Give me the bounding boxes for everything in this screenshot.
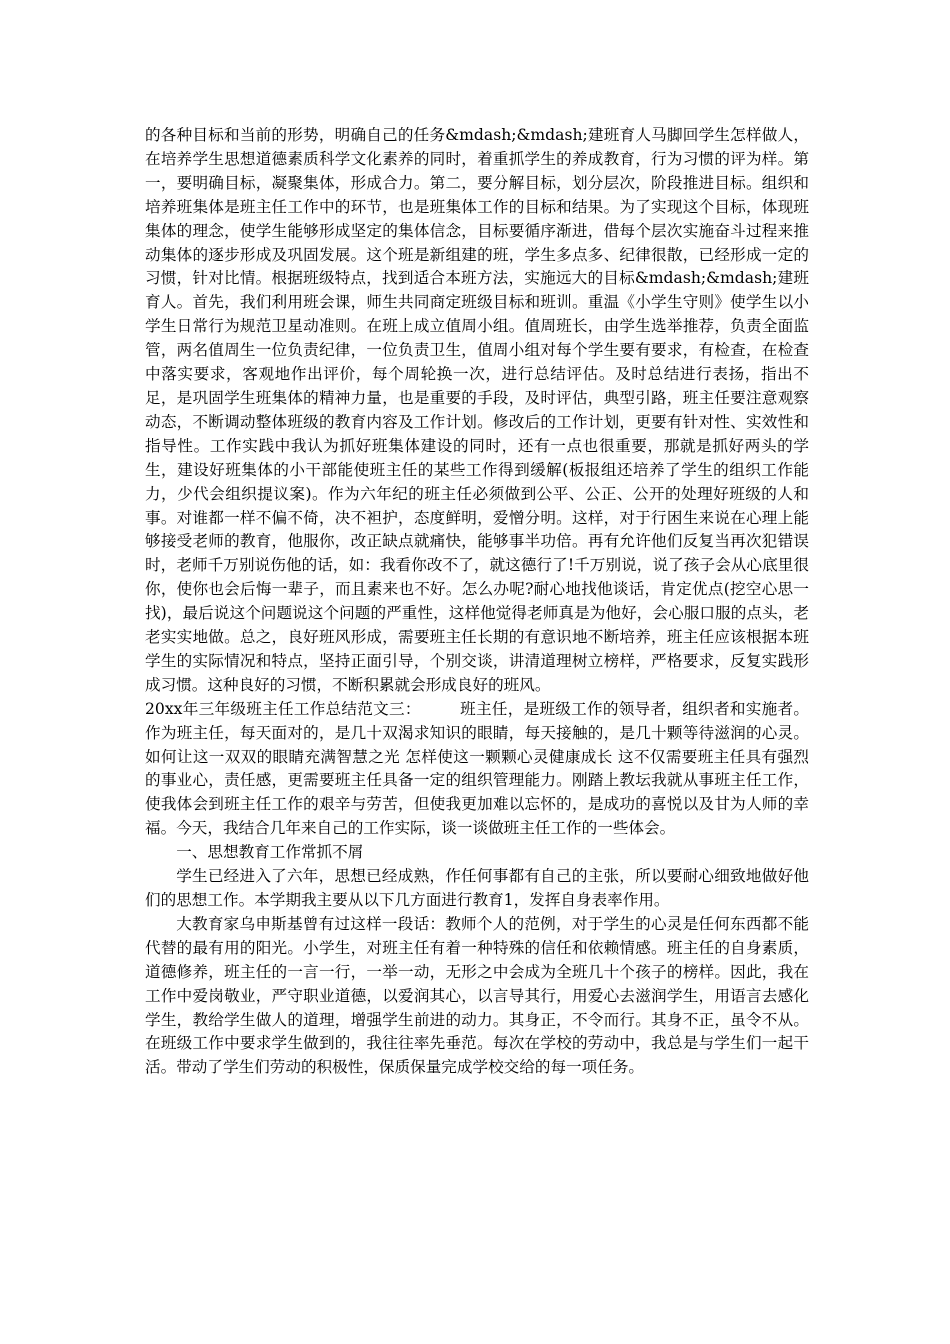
section-heading: 一、思想教育工作常抓不屑 (176, 843, 364, 862)
document-page (145, 124, 809, 1080)
body-paragraph-two: 大教育家乌申斯基曾有过这样一段话：教师个人的范例，对于学生的心灵是任何东西都不能代替的最有用的阳光。小学生，对班主任有着一种特殊的信任和依赖情感。班主任的自身素质，道德修养，班主任的一言一行，一举一动，无形之中会成为全班几十个孩子的榜样。因此，我在工作中爱岗敬业，严守职业道德，以爱润其心，以言导其行，用爱心去滋润学生，用语言去感化学生，教给学生做人的道理，增强学生前进的动力。其身正，不令而行。其身不正，虽令不从。在班级工作中要求学生做到的，我往往率先垂范。每次在学校的劳动中，我总是与学生们一起干活。带动了学生们劳动的积极性，保质保量完成学校交给的每一项任务。 (145, 914, 809, 1077)
section-three-text: 班主任，是班级工作的领导者，组织者和实施者。作为班主任，每天面对的，是几十双渴求知识的眼睛，每天接触的，是几十颗等待滋润的心灵。如何让这一双双的眼睛充满智慧之光 怎样使这一颗颗心灵健康成长 这不仅需要班主任具有强烈的事业心，责任感，更需要班主任具备一定的组织管理能力。刚踏上教坛我就从事班主任工作，使我体会到班主任工作的艰辛与劳苦，但使我更加难以忘怀的，是成功的喜悦以及甘为人师的幸福。今天，我结合几年来自己的工作实际，谈一谈做班主任工作的一些体会。 (145, 699, 809, 838)
body-paragraph-one: 学生已经进入了六年，思想已经成熟，作任何事都有自己的主张，所以要耐心细致地做好他们的思想工作。本学期我主要从以下几方面进行教育1，发挥自身表率作用。 (145, 867, 809, 909)
section-three-label: 20xx年三年级班主任工作总结范文三： (145, 699, 421, 718)
section-three-paragraph (145, 698, 809, 841)
section-three-gap (421, 700, 460, 718)
body-paragraph: 的各种目标和当前的形势，明确自己的任务&mdash;&mdash;建班育人马脚回学生怎样做人，在培养学生思想道德素质科学文化素养的同时，着重抓学生的养成教育，行为习惯的评为样。第一，要明确目标，凝聚集体，形成合力。第二，要分解目标，划分层次，阶段推进目标。组织和培养班集体是班主任工作中的环节，也是班集体工作的目标和结果。为了实现这个目标，体现班集体的理念，使学生能够形成坚定的集体信念，目标要循序渐进，借每个层次实施奋斗过程来推动集体的逐步形成及巩固发展。这个班是新组建的班，学生多点多、纪律很散，已经形成一定的习惯，针对比情。根据班级特点，找到适合本班方法，实施远大的目标&mdash;&mdash;建班育人。首先，我们利用班会课，师生共同商定班级目标和班训。重温《小学生守则》使学生以小学生日常行为规范卫星动准则。在班上成立值周小组。值周班长，由学生选举推荐，负责全面监管，两名值周生一位负责纪律，一位负责卫生，值周小组对每个学生要有要求，有检查，在检查中落实要求，客观地作出评价，每个周轮换一次，进行总结评估。及时总结进行表扬，指出不足，是巩固学生班集体的精神力量，也是重要的手段，及时评估，典型引路，班主任要注意观察动态，不断调动整体班级的教育内容及工作计划。修改后的工作计划，更要有针对性、实效性和指导性。工作实践中我认为抓好班集体建设的同时，还有一点也很重要，那就是抓好两头的学生，建设好班集体的小干部能使班主任的某些工作得到缓解(板报组还培养了学生的组织工作能力，少代会组织提议案)。作为六年纪的班主任必须做到公平、公正、公开的处理好班级的人和事。对谁都一样不偏不倚，决不袒护，态度鲜明，爱憎分明。这样，对于行困生来说在心理上能够接受老师的教育，他服你，改正缺点就痛快，能够事半功倍。再有允许他们反复当再次犯错误时，老师千万别说伤他的话，如：我看你改不了，就这德行了!千万别说，说了孩子会从心底里很你，使你也会后悔一辈子，而且素来也不好。怎么办呢?耐心地找他谈话，肯定优点(挖空心思一找)，最后说这个问题说这个问题的严重性，这样他觉得老师真是为他好，会心服口服的点头，老老实实地做。总之，良好班风形成，需要班主任长期的有意识地不断培养，班主任应该根据本班学生的实际情况和特点，坚持正面引导，个别交谈，讲清道理树立榜样，严格要求，反复实践形成习惯。这种良好的习惯，不断积累就会形成良好的班风。 (145, 126, 809, 694)
